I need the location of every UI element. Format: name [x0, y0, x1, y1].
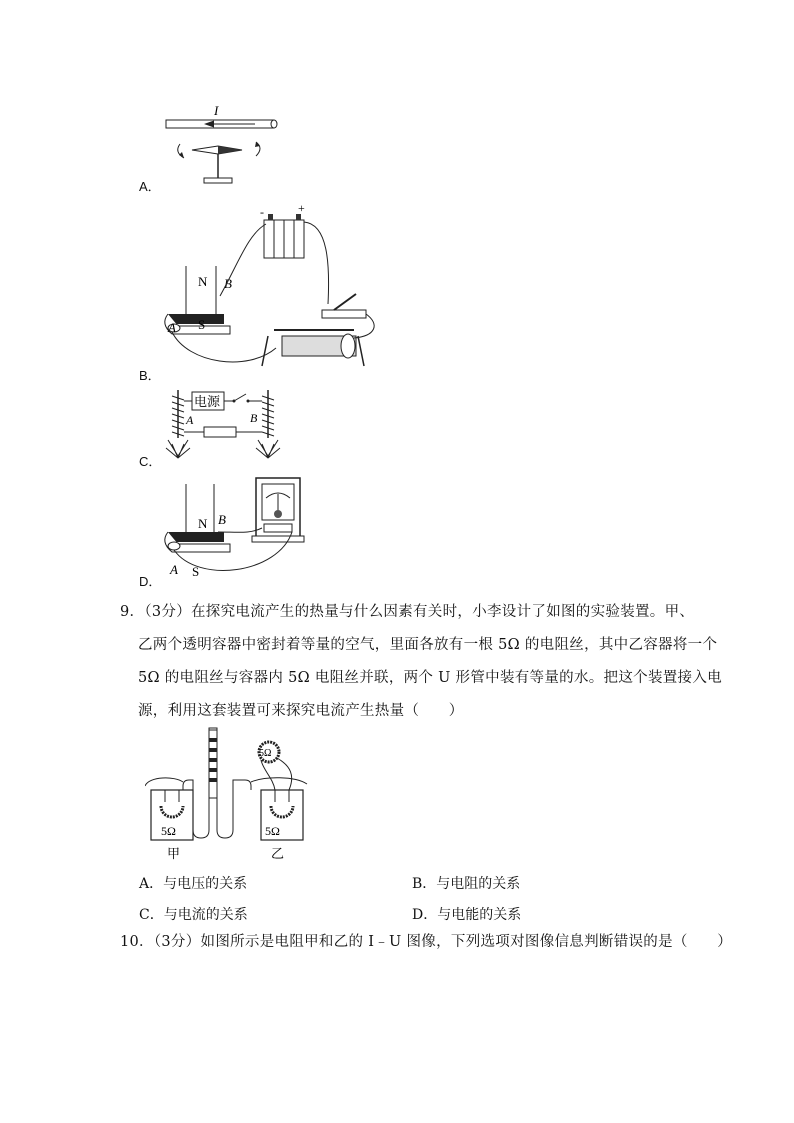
q9-yi-label: 乙: [271, 847, 285, 862]
question-9-text: [120, 596, 720, 728]
b-n-label: N: [198, 274, 208, 289]
option-d-label: D．: [139, 574, 162, 589]
choice-b[interactable]: B．与电阻的关系: [412, 876, 521, 892]
option-c-label: C．: [139, 454, 162, 469]
q9-line-4: 源，利用这套装置可来探究电流产生热量（ ）: [138, 703, 464, 719]
question-10-text: 10．（3分）如图所示是电阻甲和乙的 I﹣U 图像，下列选项对图像信息判断错误的是（ ）: [120, 934, 733, 950]
option-a-figure: [160, 100, 290, 188]
b-s-label: S: [198, 317, 206, 332]
current-label: I: [214, 103, 219, 118]
c-b-label: B: [250, 411, 258, 425]
option-c-figure: [160, 386, 290, 470]
option-d-figure: [158, 474, 308, 584]
q9-apparatus-figure: [145, 726, 325, 866]
battery-plus: +: [298, 204, 305, 215]
choice-c[interactable]: C．与电流的关系: [139, 907, 248, 923]
option-b-label: B．: [139, 368, 161, 383]
q9-line-3: 5Ω 的电阻丝与容器内 5Ω 电阻丝并联，两个 U 形管中装有等量的水。把这个装置接入电: [138, 670, 722, 686]
battery-minus: -: [260, 205, 264, 219]
q9-line-1: 9．（3分）在探究电流产生的热量与什么因素有关时，小李设计了如图的实验装置。甲、: [120, 604, 695, 620]
q9-top-resistor: 5Ω: [259, 748, 272, 759]
choice-d[interactable]: D．与电能的关系: [412, 907, 522, 923]
q9-left-resistor: 5Ω: [161, 824, 176, 838]
option-b-figure: [158, 204, 388, 376]
power-label: 电源: [194, 395, 221, 410]
q9-right-resistor: 5Ω: [265, 824, 280, 838]
d-b-label: B: [218, 512, 226, 527]
option-a-label: A．: [139, 179, 161, 194]
choice-a[interactable]: A．与电压的关系: [139, 876, 248, 892]
b-a-label: A: [168, 320, 176, 335]
q9-line-2: 乙两个透明容器中密封着等量的空气，里面各放有一根 5Ω 的电阻丝，其中乙容器将一个: [138, 637, 718, 653]
d-n-label: N: [198, 516, 208, 531]
q9-jia-label: 甲: [167, 847, 181, 862]
d-s-label: S: [192, 564, 200, 579]
b-b-label: B: [224, 276, 232, 291]
c-a-label: A: [186, 413, 194, 427]
d-a-label: A: [170, 562, 178, 577]
